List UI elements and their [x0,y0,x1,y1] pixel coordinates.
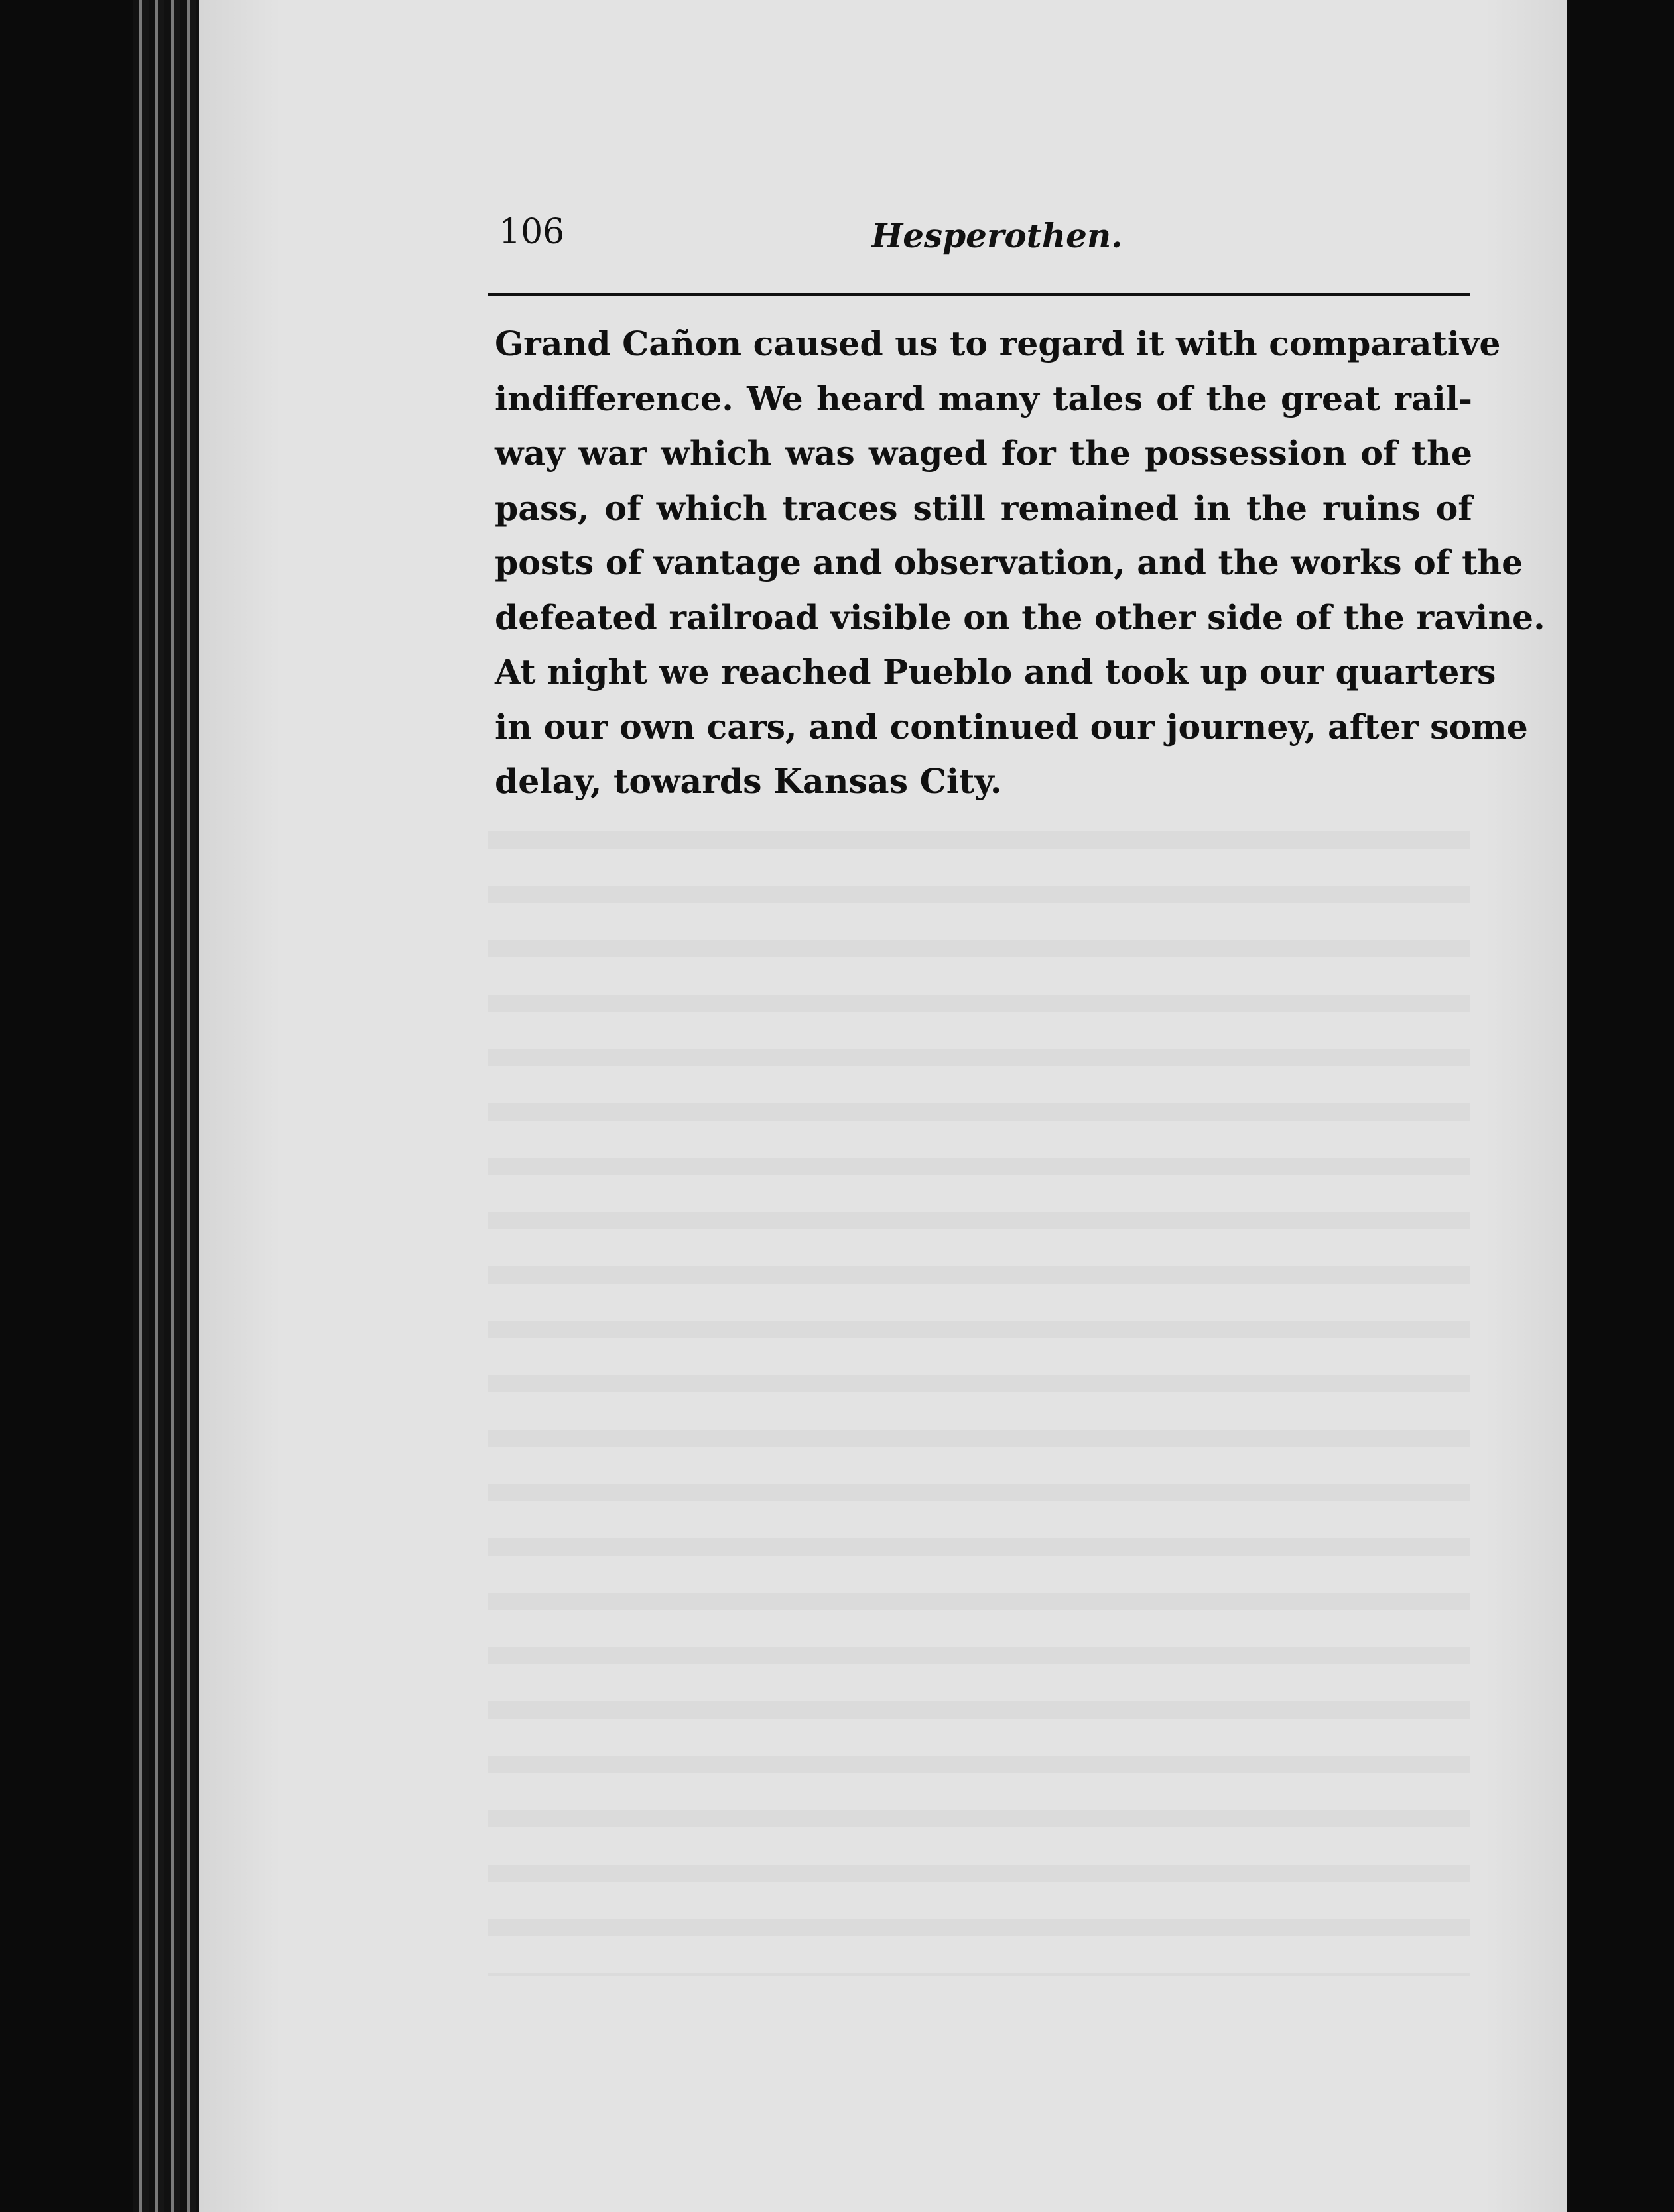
text-line: posts of vantage and observation, and the works of the [495,543,1523,582]
header-rule [488,293,1470,296]
page-header [499,212,1471,292]
text-line: defeated railroad visible on the other side of the ravine. [495,597,1545,637]
text-line: Grand Cañon caused us to regard it with comparative [495,324,1501,363]
text-line: in our own cars, and continued our journey, after some [495,707,1528,747]
text-line: indifference. We heard many tales of the great rail- [495,379,1472,418]
text-line: delay, towards Kansas City. [495,762,1002,801]
running-title: Hesperothen. [871,216,1123,255]
text-line: way war which was waged for the possession of the [495,434,1472,473]
bleed-through-text [488,809,1470,1976]
text-line: pass, of which traces still remained in the ruins of [495,488,1472,528]
page-number: 106 [499,212,565,252]
body-paragraph [495,317,1545,810]
text-line: At night we reached Pueblo and took up our quarters [495,652,1496,692]
book-spine-edge [133,0,199,2212]
